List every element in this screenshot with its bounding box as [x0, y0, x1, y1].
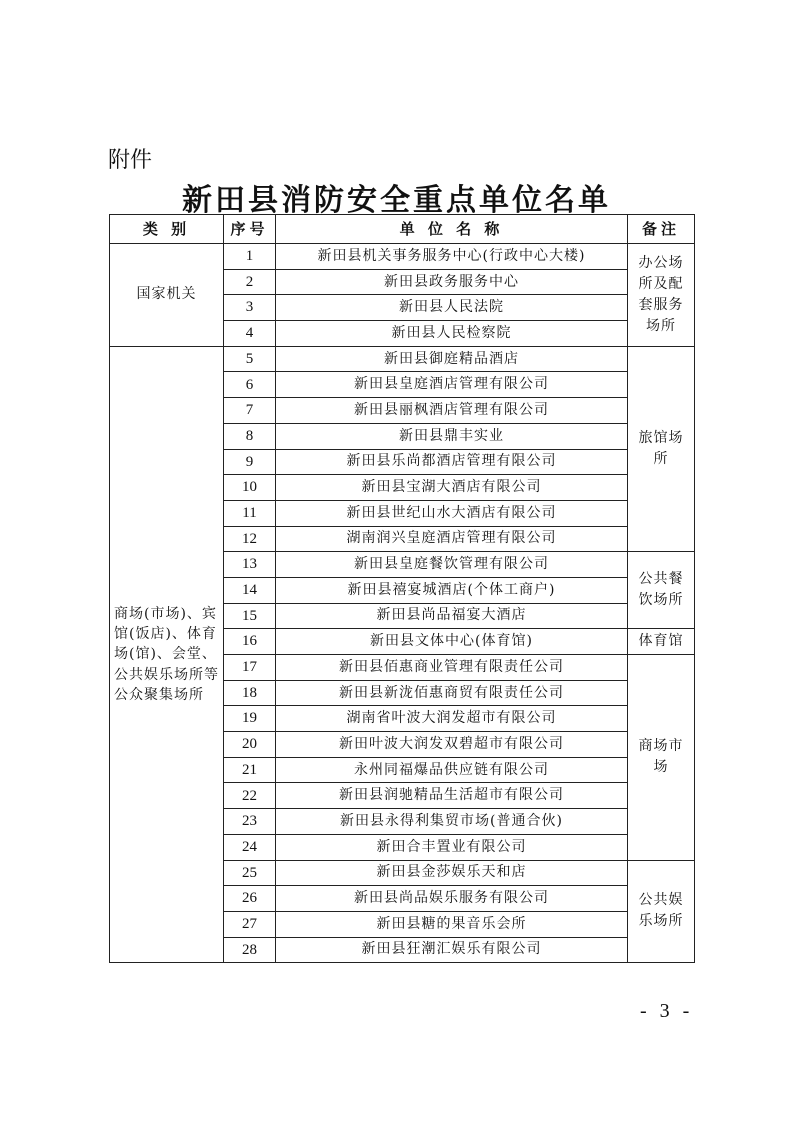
unit-name: 新田县润驰精品生活超市有限公司 — [276, 783, 628, 809]
row-number: 9 — [224, 449, 276, 475]
row-number: 23 — [224, 809, 276, 835]
unit-name: 新田合丰置业有限公司 — [276, 834, 628, 860]
page-number: - 3 - — [640, 1000, 694, 1022]
row-number: 28 — [224, 937, 276, 963]
note-catering: 公共餐饮场所 — [628, 552, 695, 629]
unit-name: 湖南润兴皇庭酒店管理有限公司 — [276, 526, 628, 552]
table-row — [110, 346, 695, 372]
row-number: 22 — [224, 783, 276, 809]
unit-name: 永州同福爆品供应链有限公司 — [276, 757, 628, 783]
row-number: 8 — [224, 423, 276, 449]
unit-name: 新田县尚品娱乐服务有限公司 — [276, 886, 628, 912]
unit-name: 新田县皇庭酒店管理有限公司 — [276, 372, 628, 398]
row-number: 18 — [224, 680, 276, 706]
row-number: 11 — [224, 500, 276, 526]
unit-name: 新田县狂潮汇娱乐有限公司 — [276, 937, 628, 963]
unit-name: 湖南省叶波大润发超市有限公司 — [276, 706, 628, 732]
unit-name: 新田叶波大润发双碧超市有限公司 — [276, 732, 628, 758]
document-title: 新田县消防安全重点单位名单 — [182, 183, 611, 218]
row-number: 14 — [224, 577, 276, 603]
row-number: 15 — [224, 603, 276, 629]
row-number: 10 — [224, 475, 276, 501]
row-number: 24 — [224, 834, 276, 860]
unit-name: 新田县丽枫酒店管理有限公司 — [276, 398, 628, 424]
note-hotel: 旅馆场所 — [628, 346, 695, 552]
unit-name: 新田县佰惠商业管理有限责任公司 — [276, 655, 628, 681]
unit-name: 新田县永得利集贸市场(普通合伙) — [276, 809, 628, 835]
unit-name: 新田县金莎娱乐天和店 — [276, 860, 628, 886]
unit-name: 新田县尚品福宴大酒店 — [276, 603, 628, 629]
row-number: 4 — [224, 321, 276, 347]
key-units-table — [109, 214, 695, 963]
note-office: 办公场所及配套服务场所 — [628, 244, 695, 347]
header-note: 备注 — [628, 215, 695, 244]
unit-name: 新田县机关事务服务中心(行政中心大楼) — [276, 244, 628, 270]
row-number: 2 — [224, 269, 276, 295]
unit-name: 新田县乐尚都酒店管理有限公司 — [276, 449, 628, 475]
unit-name: 新田县人民法院 — [276, 295, 628, 321]
unit-name: 新田县宝湖大酒店有限公司 — [276, 475, 628, 501]
attachment-label: 附件 — [108, 148, 153, 173]
row-number: 16 — [224, 629, 276, 655]
category-public-gathering: 商场(市场)、宾馆(饭店)、体育场(馆)、会堂、公共娱乐场所等公众聚集场所 — [110, 346, 224, 963]
row-number: 1 — [224, 244, 276, 270]
row-number: 20 — [224, 732, 276, 758]
row-number: 7 — [224, 398, 276, 424]
unit-name: 新田县糖的果音乐会所 — [276, 911, 628, 937]
row-number: 13 — [224, 552, 276, 578]
row-number: 12 — [224, 526, 276, 552]
unit-name: 新田县世纪山水大酒店有限公司 — [276, 500, 628, 526]
row-number: 3 — [224, 295, 276, 321]
row-number: 21 — [224, 757, 276, 783]
unit-name: 新田县皇庭餐饮管理有限公司 — [276, 552, 628, 578]
unit-name: 新田县人民检察院 — [276, 321, 628, 347]
table-row — [110, 244, 695, 270]
header-category: 类 别 — [110, 215, 224, 244]
row-number: 19 — [224, 706, 276, 732]
unit-name: 新田县鼎丰实业 — [276, 423, 628, 449]
note-market: 商场市场 — [628, 655, 695, 861]
unit-name: 新田县文体中心(体育馆) — [276, 629, 628, 655]
unit-name: 新田县禧宴城酒店(个体工商户) — [276, 577, 628, 603]
unit-name: 新田县御庭精品酒店 — [276, 346, 628, 372]
category-government: 国家机关 — [110, 244, 224, 347]
row-number: 26 — [224, 886, 276, 912]
row-number: 6 — [224, 372, 276, 398]
row-number: 25 — [224, 860, 276, 886]
row-number: 27 — [224, 911, 276, 937]
unit-name: 新田县新泷佰惠商贸有限责任公司 — [276, 680, 628, 706]
unit-name: 新田县政务服务中心 — [276, 269, 628, 295]
header-number: 序号 — [224, 215, 276, 244]
note-entertainment: 公共娱乐场所 — [628, 860, 695, 963]
row-number: 5 — [224, 346, 276, 372]
row-number: 17 — [224, 655, 276, 681]
note-gym: 体育馆 — [628, 629, 695, 655]
table-header-row — [110, 215, 695, 244]
header-name: 单 位 名 称 — [276, 215, 628, 244]
